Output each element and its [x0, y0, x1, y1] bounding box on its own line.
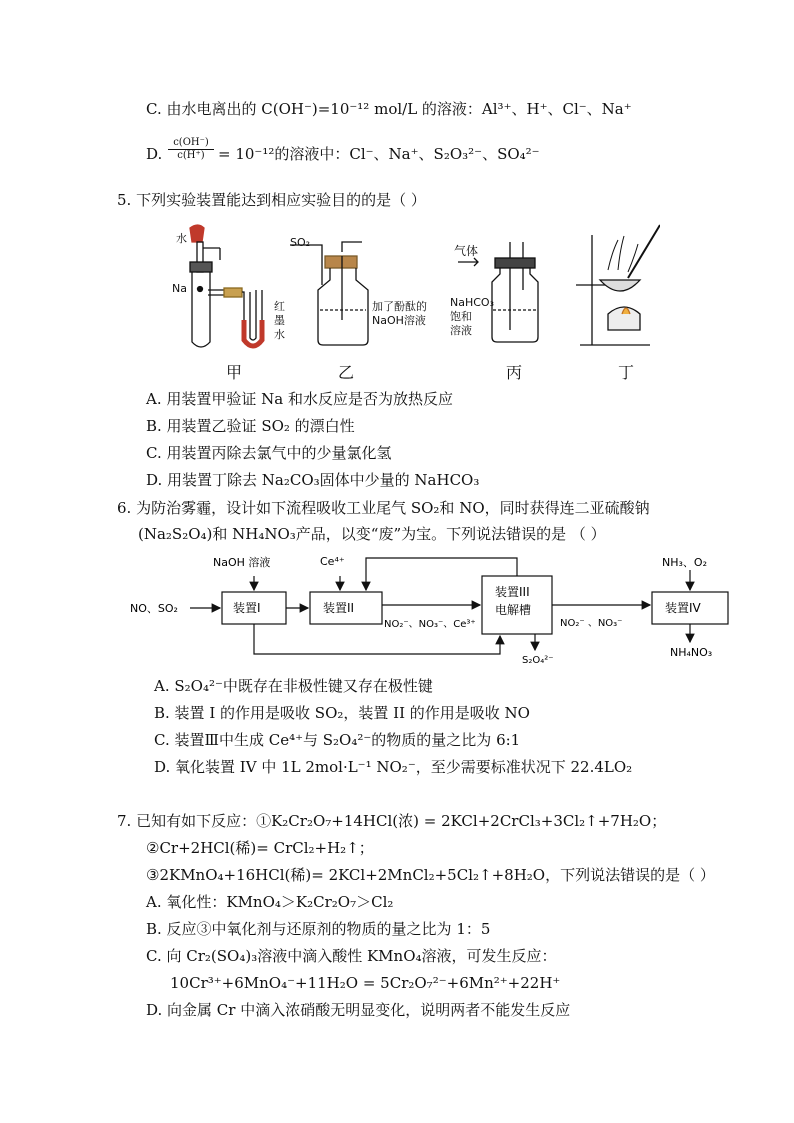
flow-right-ions: NO₂⁻ 、NO₃⁻: [560, 618, 623, 629]
label-nahco3-line2: 饱和: [450, 310, 472, 323]
label-red-ink-2: 墨: [274, 314, 285, 327]
flow-box4-label: 装置IV: [665, 601, 701, 615]
apparatus-yi: [290, 242, 368, 345]
flow-box3-label-a: 装置III: [495, 585, 530, 599]
flow-nh4no3: NH₄NO₃: [670, 646, 713, 659]
label-nahco3: [450, 296, 494, 338]
label-solution-line2: NaOH溶液: [372, 314, 426, 327]
label-na: Na: [172, 282, 187, 295]
label-solution-line1: 加了酚酞的: [372, 300, 427, 313]
q6-stem-line2: (Na₂S₂O₄)和 NH₄NO₃产品，以变“废”为宝。下列说法错误的是 （ ）: [138, 525, 606, 543]
q7-option-c: C. 向 Cr₂(SO₄)₃溶液中滴入酸性 KMnO₄溶液，可发生反应：: [146, 947, 557, 965]
fraction-denominator: c(H⁺): [168, 149, 214, 162]
q7-stem-line3: ③2KMnO₄+16HCl(稀)= 2KCl+2MnCl₂+5Cl₂↑+8H₂O，下列说法错误的是（ ）: [146, 866, 715, 884]
q6-option-c: C. 装置Ⅲ中生成 Ce⁴⁺与 S₂O₄²⁻的物质的量之比为 6:1: [154, 731, 521, 749]
caption-yi: 乙: [338, 363, 355, 382]
label-nahco3-line1: NaHCO₃: [450, 296, 494, 309]
q4-option-d-prefix: D.: [146, 145, 163, 163]
q7-stem-line2: ②Cr+2HCl(稀)= CrCl₂+H₂↑；: [146, 839, 374, 857]
flow-nh3-o2: NH₃、O₂: [662, 556, 707, 569]
caption-bing: 丙: [506, 363, 523, 382]
caption-jia: 甲: [226, 363, 243, 382]
flow-s2o4: S₂O₄²⁻: [522, 655, 554, 666]
label-red-ink-1: 红: [274, 300, 285, 313]
q4-option-d-rest: = 10⁻¹²的溶液中：Cl⁻、Na⁺、S₂O₃²⁻、SO₄²⁻: [218, 145, 540, 163]
caption-ding: 丁: [618, 363, 635, 382]
q6-stem-line1: 6. 为防治雾霾，设计如下流程吸收工业尾气 SO₂和 NO，同时获得连二亚硫酸钠: [117, 499, 650, 517]
flow-naoh: NaOH 溶液: [213, 556, 271, 569]
q5-option-b: B. 用装置乙验证 SO₂ 的漂白性: [146, 417, 355, 435]
flow-ce4: Ce⁴⁺: [320, 555, 345, 568]
q7-stem-line1: 7. 已知有如下反应：①K₂Cr₂O₇+14HCl(浓) = 2KCl+2CrCl₃+3Cl₂↑+7H₂O；: [117, 812, 667, 830]
label-nahco3-line3: 溶液: [450, 324, 472, 337]
flow-box3-label-b: 电解槽: [495, 603, 532, 617]
label-red-ink: [274, 300, 286, 342]
q6-option-b: B. 装置 I 的作用是吸收 SO₂，装置 II 的作用是吸收 NO: [154, 704, 530, 722]
apparatus-jia: [190, 225, 262, 347]
fraction-numerator: c(OH⁻): [173, 137, 209, 148]
q5-option-a: A. 用装置甲验证 Na 和水反应是否为放热反应: [146, 390, 453, 408]
flow-mid-ions: NO₂⁻、NO₃⁻、Ce³⁺: [384, 619, 476, 630]
flow-box1-label: 装置I: [233, 601, 261, 615]
q5-option-c: C. 用装置丙除去氯气中的少量氯化氢: [146, 444, 392, 462]
label-gas: 气体: [454, 244, 479, 258]
q7-option-d: D. 向金属 Cr 中滴入浓硝酸无明显变化，说明两者不能发生反应: [146, 1001, 571, 1019]
q5-apparatus-figure: [160, 220, 660, 360]
label-water: 水: [176, 232, 187, 245]
q4-option-c: C. 由水电离出的 C(OH⁻)=10⁻¹² mol/L 的溶液：Al³⁺、H⁺、Cl⁻、Na⁺: [146, 100, 632, 118]
q6-option-d: D. 氧化装置 IV 中 1L 2mol·L⁻¹ NO₂⁻，至少需要标准状况下 22.4LO₂: [154, 758, 633, 776]
flow-input-gas: NO、SO₂: [130, 602, 178, 615]
q7-option-a: A. 氧化性：KMnO₄＞K₂Cr₂O₇＞Cl₂: [146, 893, 394, 911]
q7-option-c-equation: 10Cr³⁺+6MnO₄⁻+11H₂O = 5Cr₂O₇²⁻+6Mn²⁺+22H⁺: [170, 974, 561, 992]
q4-fraction: [168, 137, 214, 162]
flow-box2-label: 装置II: [323, 601, 355, 615]
q6-flow-diagram: [130, 548, 740, 668]
q7-option-b: B. 反应③中氧化剂与还原剂的物质的量之比为 1：5: [146, 920, 491, 938]
label-phenolphthalein-naoh: [372, 300, 427, 328]
q5-option-d: D. 用装置丁除去 Na₂CO₃固体中少量的 NaHCO₃: [146, 471, 480, 489]
q5-stem: 5. 下列实验装置能达到相应实验目的的是（ ）: [117, 191, 426, 209]
label-so2: SO₂: [290, 236, 311, 249]
label-red-ink-3: 水: [274, 328, 285, 341]
q6-option-a: A. S₂O₄²⁻中既存在非极性键又存在极性键: [154, 677, 433, 695]
apparatus-ding: [576, 225, 660, 345]
